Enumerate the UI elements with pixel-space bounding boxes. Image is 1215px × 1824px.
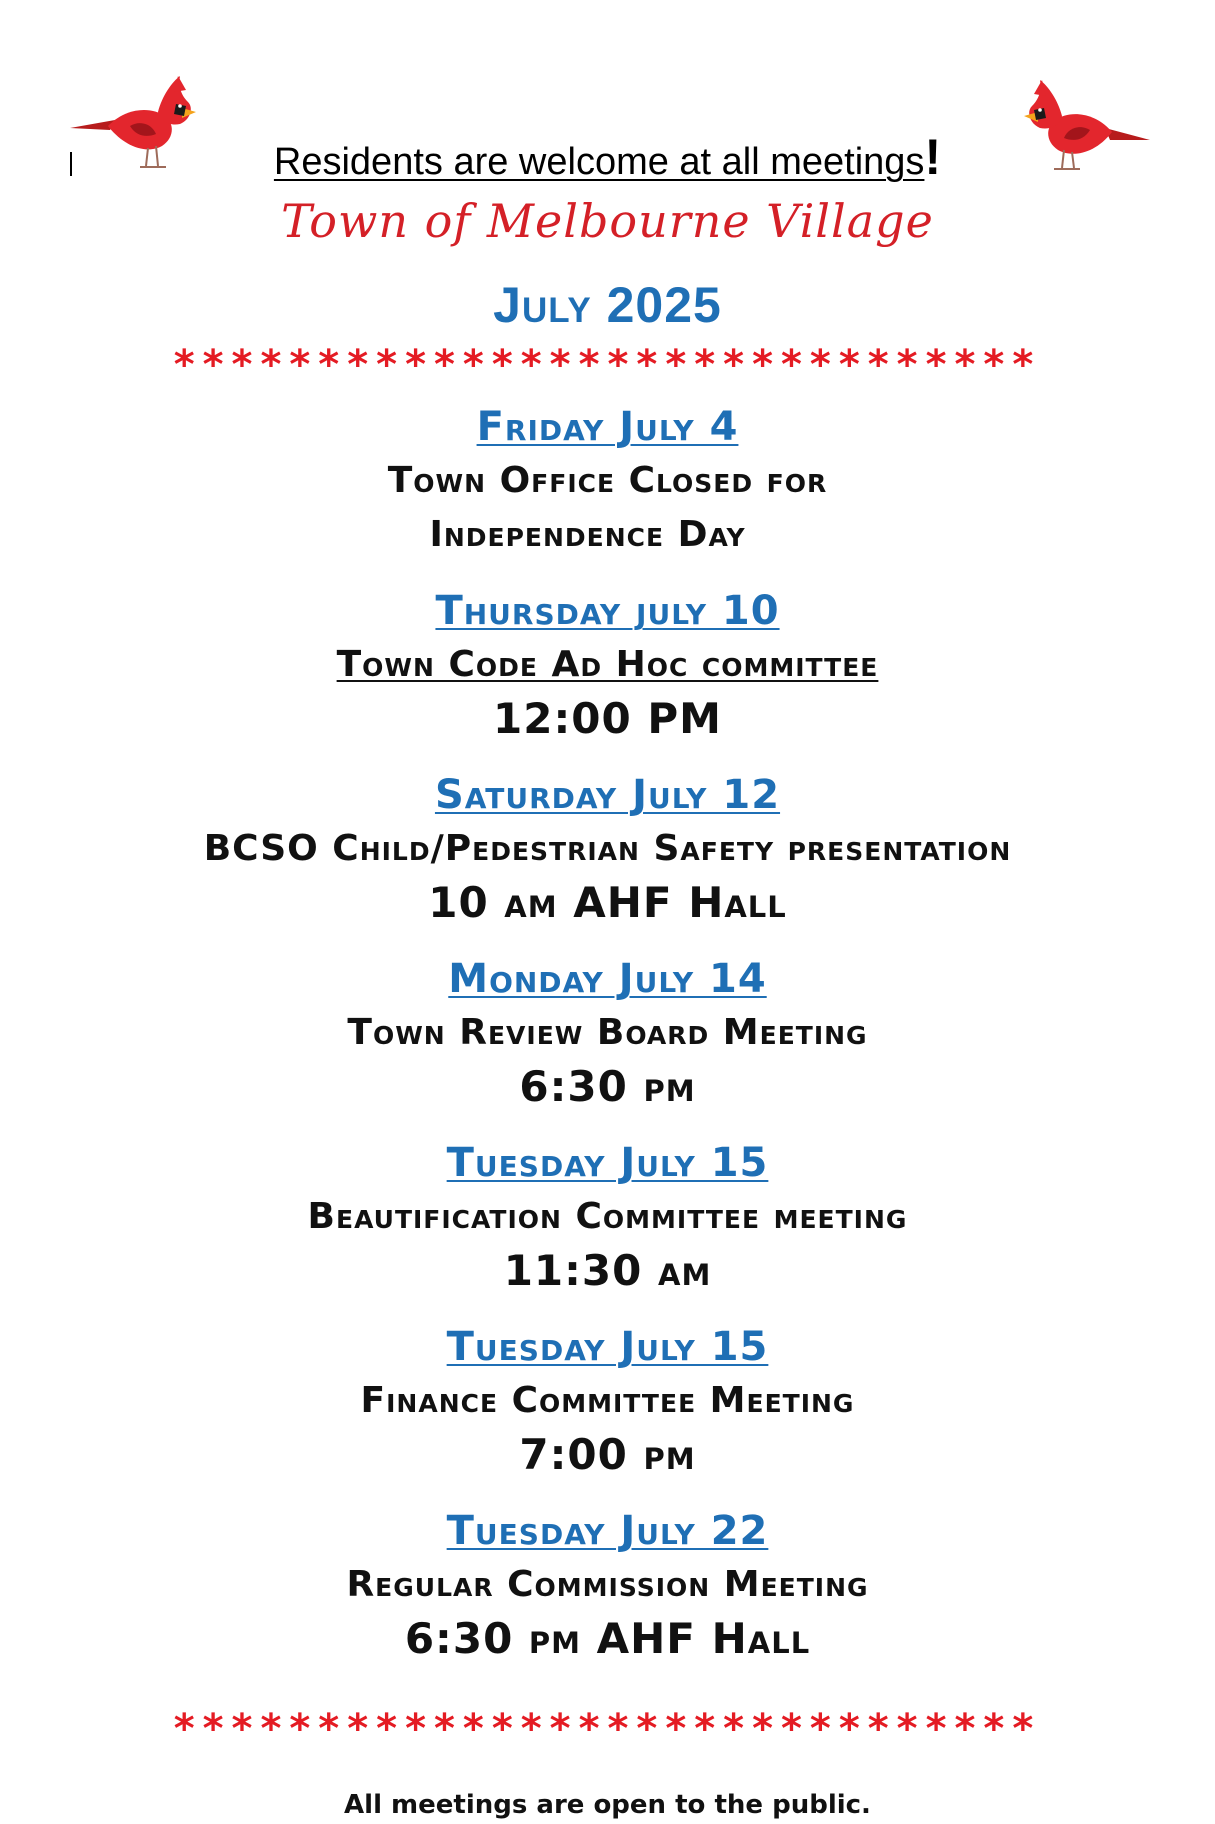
event-item [0, 768, 1215, 930]
welcome-text: Residents are welcome at all meetings [273, 141, 925, 183]
welcome-exclamation: ! [924, 129, 942, 185]
town-name: Town of Melbourne Village [281, 194, 934, 248]
event-item [0, 952, 1215, 1114]
event-title: Regular Commission Meeting [346, 1564, 869, 1605]
event-item [0, 1136, 1215, 1298]
welcome-heading [0, 128, 1215, 186]
event-title: Beautification Committee meeting [307, 1196, 908, 1237]
event-date: Thursday july 10 [435, 588, 780, 634]
event-time: 7:00 pm [519, 1430, 696, 1479]
event-time: 12:00 PM [493, 694, 722, 743]
star-divider-top: ****************************** [173, 342, 1042, 388]
event-date: Monday July 14 [448, 956, 767, 1002]
event-title: Town Review Board Meeting [347, 1012, 868, 1053]
month-title: July 2025 [493, 277, 722, 333]
event-item [0, 584, 1215, 746]
event-title-text: Town Code Ad Hoc committee [336, 644, 879, 685]
public-note: All meetings are open to the public. [344, 1790, 871, 1820]
event-item [0, 1504, 1215, 1666]
event-time: 11:30 am [503, 1246, 712, 1295]
event-date: Tuesday July 15 [446, 1140, 769, 1186]
event-time: 6:30 pm AHF Hall [404, 1614, 811, 1663]
event-title: Finance Committee Meeting [360, 1380, 855, 1421]
event-date: Saturday July 12 [434, 772, 781, 818]
event-time: 6:30 pm [519, 1062, 696, 1111]
event-item [0, 400, 1215, 562]
event-detail: Independence Day [429, 514, 746, 555]
event-date: Tuesday July 15 [446, 1324, 769, 1370]
event-date: Tuesday July 22 [446, 1508, 769, 1554]
event-title: Town Office Closed for [387, 460, 828, 501]
event-title: BCSO Child/Pedestrian Safety presentation [203, 828, 1012, 869]
event-item [0, 1320, 1215, 1482]
star-divider-bottom: ****************************** [173, 1706, 1042, 1752]
event-title [0, 638, 1215, 692]
event-time: 10 am AHF Hall [428, 878, 787, 927]
event-date: Friday July 4 [476, 404, 739, 450]
